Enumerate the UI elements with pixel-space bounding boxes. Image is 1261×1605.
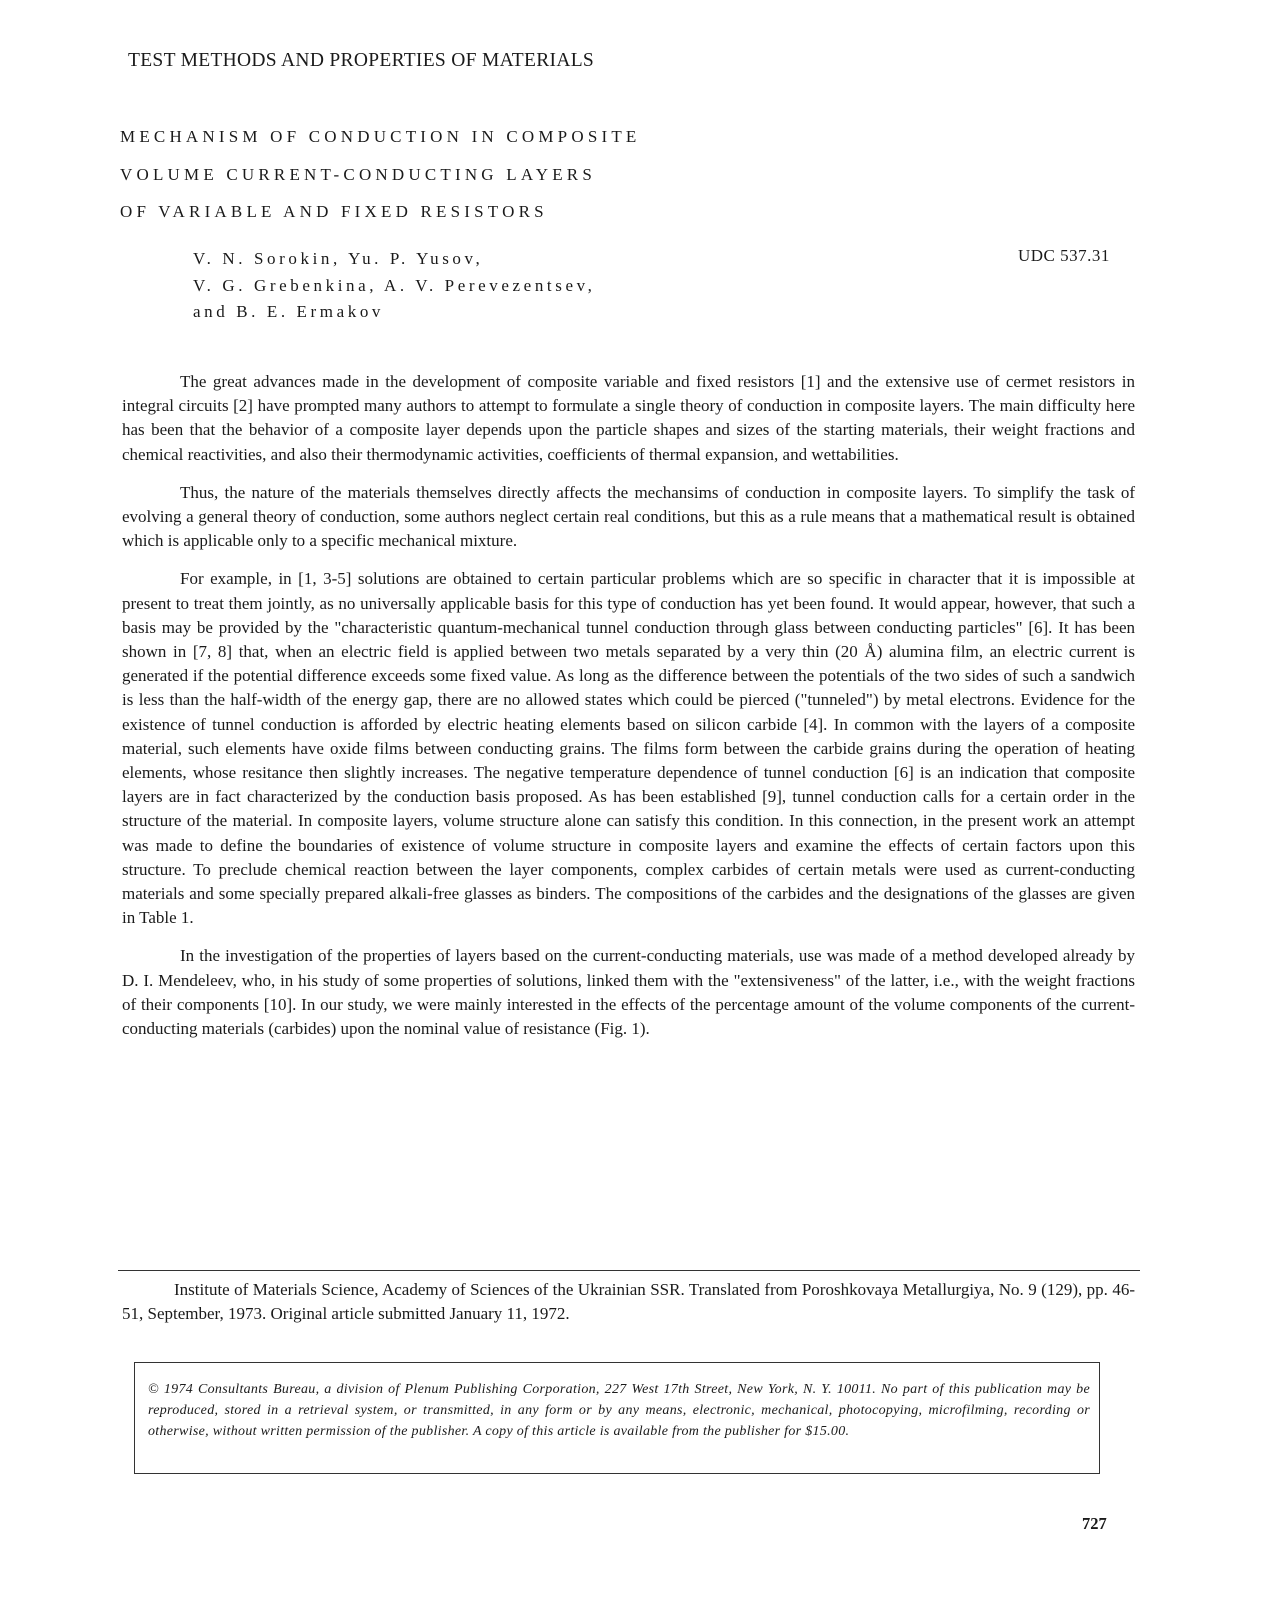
author-line-1: V. N. Sorokin, Yu. P. Yusov, xyxy=(193,249,484,268)
affiliation-footnote: Institute of Materials Science, Academy of Sciences of the Ukrainian SSR. Translated from Poroshkovaya Metallurgiya, No. 9 (129), pp. 46-51, September, 1973. Original article submitted January 11, 1972. xyxy=(122,1280,1135,1324)
article-title-line-2: VOLUME CURRENT-CONDUCTING LAYERS xyxy=(120,165,596,184)
article-title-line-3: OF VARIABLE AND FIXED RESISTORS xyxy=(120,202,548,221)
author-line-3: and B. E. Ermakov xyxy=(193,302,385,321)
article-body xyxy=(122,370,1135,1041)
paragraph-1: The great advances made in the development of composite variable and fixed resistors [1] and the extensive use of cermet resistors in integral circuits [2] have prompted many authors to attempt to formulate a single theory of conduction in composite layers. The main difficulty here has been that the behavior of a composite layer depends upon the particle shapes and sizes of the starting materials, their weight fractions and chemical reactivities, and also their thermodynamic activities, coefficients of thermal expansion, and wettabilities. xyxy=(122,372,1135,464)
paragraph-4: In the investigation of the properties of layers based on the current-conducting materials, use was made of a method developed already by D. I. Mendeleev, who, in his study of some properties of solutions, linked them with the "extensiveness" of the latter, i.e., with the weight fractions of their components [10]. In our study, we were mainly interested in the effects of the percentage amount of the volume components of the current-conducting materials (carbides) upon the nominal value of resistance (Fig. 1). xyxy=(122,946,1135,1039)
copyright-notice: © 1974 Consultants Bureau, a division of Plenum Publishing Corporation, 227 West 17th Street, New York, N. Y. 10011. No part of this publication may be reproduced, stored in a retrieval system, or transmitted, in any form or by any means, electronic, mechanical, photocopying, microfilming, recording or otherwise, without written permission of the publisher. A copy of this article is available from the publisher for $15.00. xyxy=(148,1382,1090,1439)
authors-block xyxy=(193,246,595,326)
author-line-2: V. G. Grebenkina, A. V. Perevezentsev, xyxy=(193,275,596,295)
footnote-divider xyxy=(118,1270,1140,1271)
udc-code: UDC 537.31 xyxy=(1018,246,1110,265)
page-number: 727 xyxy=(1082,1514,1107,1533)
article-title-line-1: MECHANISM OF CONDUCTION IN COMPOSITE xyxy=(120,127,641,146)
paragraph-3: For example, in [1, 3-5] solutions are obtained to certain particular problems which are so specific in character that it is impossible at present to treat them jointly, as no universally applicable basis for this type of conduction has yet been found. It would appear, however, that such a basis may be provided by the "characteristic quantum-mechanical tunnel conduction through glass between conducting particles" [6]. It has been shown in [7, 8] that, when an electric field is applied between two metals separated by a very thin (20 Å) alumina film, an electric current is generated if the potential difference exceeds some fixed value. As long as the difference between the potentials of the two sides of such a sandwich is less than the half-width of the energy gap, there are no allowed states which could be pierced ("tunneled") by metal electrons. Evidence for the existence of tunnel conduction is afforded by electric heating elements based on silicon carbide [4]. In common with the layers of a composite material, such elements have oxide films between conducting grains. The films form between the carbide grains during the operation of heating elements, whose resitance then slightly increases. The negative temperature dependence of tunnel conduction [6] is an indication that composite layers are in fact characterized by the conduction basis proposed. As has been established [9], tunnel conduction calls for a certain order in the structure of the material. In composite layers, volume structure alone can satisfy this condition. In this connection, in the present work an attempt was made to define the boundaries of existence of volume structure in composite layers and examine the effects of certain factors upon this structure. To preclude chemical reaction between the layer components, complex carbides of certain metals were used as current-conducting materials and some specially prepared alkali-free glasses as binders. The compositions of the carbides and the designations of the glasses are given in Table 1. xyxy=(122,569,1135,928)
paragraph-2: Thus, the nature of the materials themselves directly affects the mechansims of conduction in composite layers. To simplify the task of evolving a general theory of conduction, some authors neglect certain real conditions, but this as a rule means that a mathematical result is obtained which is applicable only to a specific mechanical mixture. xyxy=(122,482,1135,551)
section-heading: TEST METHODS AND PROPERTIES OF MATERIALS xyxy=(128,50,595,71)
